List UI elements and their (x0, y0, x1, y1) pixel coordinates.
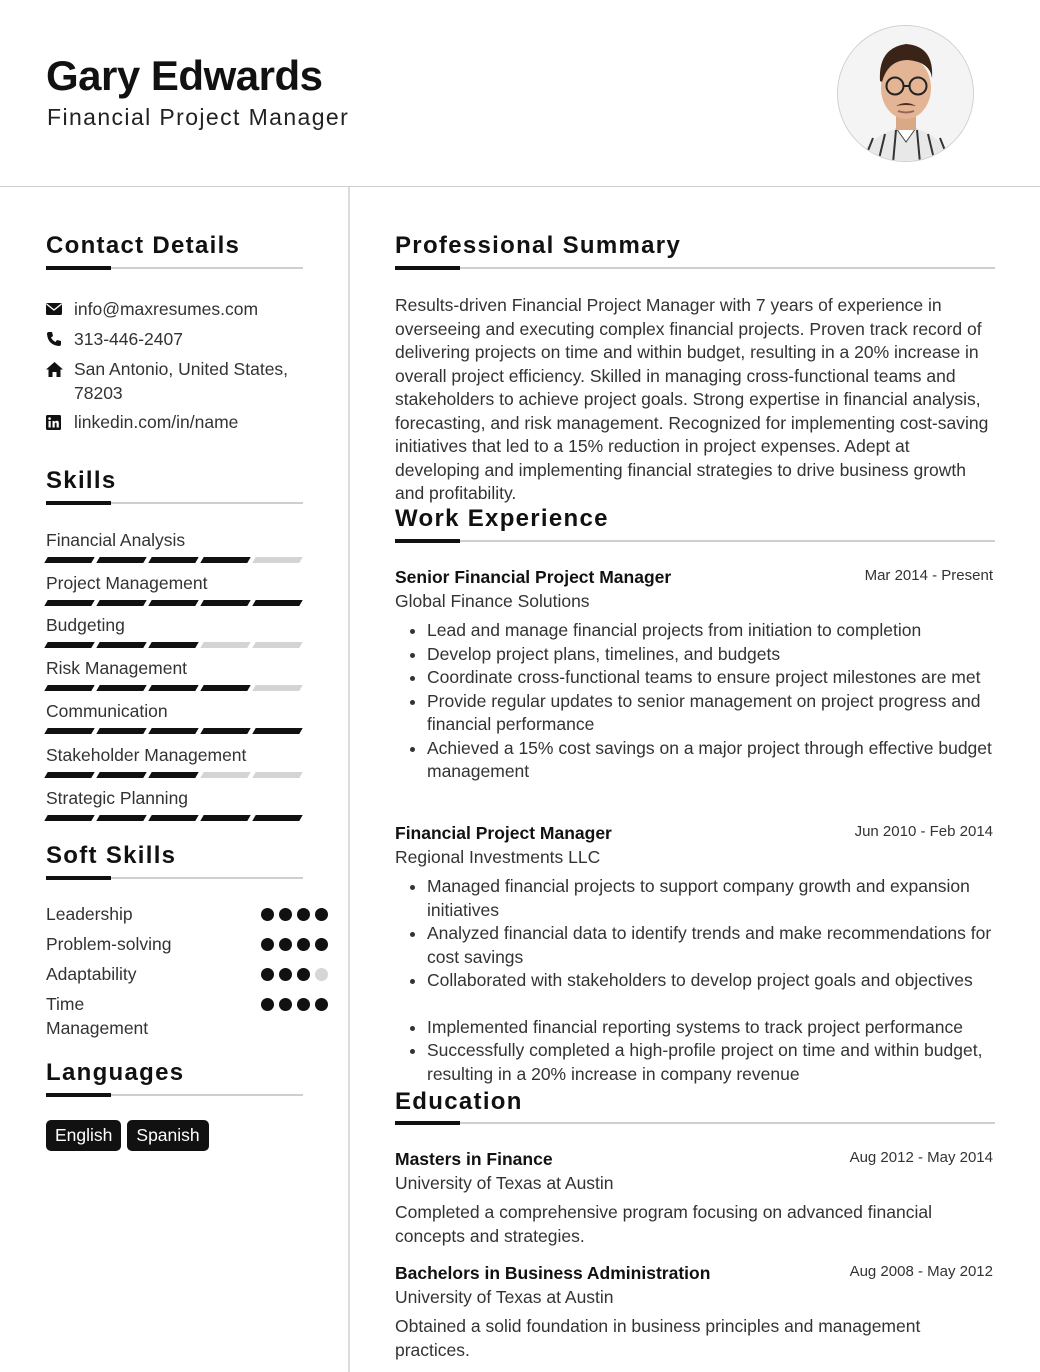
skill-level-segment (252, 728, 302, 734)
contact-rule (46, 267, 303, 269)
phone-icon (46, 327, 74, 351)
candidate-name: Gary Edwards (46, 52, 323, 99)
soft-skill-rating (261, 938, 328, 951)
job-dates: Mar 2014 - Present (864, 567, 993, 584)
rating-dot (297, 998, 310, 1011)
job-company: Regional Investments LLC (395, 847, 601, 867)
skill-item (46, 529, 302, 563)
profile-photo (837, 25, 974, 162)
job-dates: Jun 2010 - Feb 2014 (854, 823, 993, 840)
skill-level-segment (200, 772, 250, 778)
job-bullet: • Achieved a 15% cost savings on a major project through effective budget management (427, 737, 995, 784)
skill-level-segment (200, 685, 250, 691)
skills-heading: Skills (46, 467, 117, 494)
soft-skill-rating (261, 998, 328, 1011)
job-bullet: • Implemented financial reporting systems to track project performance (427, 1016, 995, 1040)
rating-dot (315, 938, 328, 951)
skill-item (46, 787, 302, 821)
skill-level-segment (148, 728, 198, 734)
job-bullets (395, 619, 995, 784)
envelope-icon (46, 297, 74, 321)
job-bullet: • Provide regular updates to senior management on project progress and financial performance (427, 690, 995, 737)
skill-level-segment (44, 685, 94, 691)
skill-level-bar (46, 685, 302, 691)
job-bullet: • Lead and manage financial projects from initiation to completion (427, 619, 995, 643)
education-entry (395, 1148, 995, 1248)
skill-label: Stakeholder Management (46, 745, 247, 765)
job-entry (395, 822, 995, 1086)
skill-level-segment (148, 772, 198, 778)
skill-level-segment (252, 815, 302, 821)
job-bullet: • Collaborated with stakeholders to develop project goals and objectives (427, 969, 995, 993)
soft-skill-label: Adaptability (46, 964, 137, 984)
skill-level-bar (46, 557, 302, 563)
skill-label: Budgeting (46, 615, 125, 635)
job-role: Financial Project Manager (395, 823, 612, 843)
skill-level-segment (200, 642, 250, 648)
education-school: University of Texas at Austin (395, 1173, 614, 1193)
job-bullet: • Develop project plans, timelines, and budgets (427, 643, 995, 667)
contact-phone-text: 313-446-2407 (74, 329, 183, 349)
soft-skill-label: Leadership (46, 904, 133, 924)
skill-level-segment (96, 815, 146, 821)
job-bullet: • Analyzed financial data to identify trends and make recommendations for cost savings (427, 922, 995, 969)
skill-label: Risk Management (46, 658, 188, 678)
contact-email[interactable] (46, 297, 304, 321)
rating-dot (261, 908, 274, 921)
languages-list (46, 1120, 209, 1151)
skill-level-segment (148, 685, 198, 691)
skill-level-segment (96, 600, 146, 606)
skill-label: Project Management (46, 573, 208, 593)
skill-item (46, 744, 302, 778)
rating-dot (261, 968, 274, 981)
summary-text: Results-driven Financial Project Manager with 7 years of experience in overseeing and executing complex financial projects. Proven track record of delivering projects on time and within budget, resulting in a 20% increase in overall project efficiency. Skilled in managing cross-functional teams and stakeholders to achieve project goals. Strong expertise in financial analysis, forecasting, and risk management. Recognized for implementing cost-saving initiatives that led to a 15% reduction in project expenses. Adept at developing and implementing financial strategies to drive business growth and profitability. (395, 295, 989, 503)
contact-linkedin-text: linkedin.com/in/name (74, 412, 239, 432)
education-dates: Aug 2012 - May 2014 (849, 1149, 993, 1166)
soft-skill-rating (261, 908, 328, 921)
education-degree: Masters in Finance (395, 1149, 553, 1169)
skill-level-segment (148, 557, 198, 563)
skill-level-segment (96, 557, 146, 563)
skill-level-segment (200, 600, 250, 606)
skill-level-segment (44, 815, 94, 821)
rating-dot (315, 998, 328, 1011)
contact-phone[interactable] (46, 327, 304, 351)
resume-header (0, 0, 1040, 187)
skill-level-segment (96, 685, 146, 691)
skill-item (46, 657, 302, 691)
rating-dot (315, 968, 328, 981)
skill-level-segment (44, 557, 94, 563)
skill-level-segment (148, 815, 198, 821)
contact-address (46, 357, 304, 405)
skill-label: Strategic Planning (46, 788, 189, 808)
skill-level-bar (46, 642, 302, 648)
contact-email-text: info@maxresumes.com (74, 299, 259, 319)
education-heading: Education (395, 1088, 523, 1115)
summary-rule (395, 267, 995, 269)
language-tag: English (46, 1120, 121, 1151)
skill-level-segment (148, 600, 198, 606)
skill-level-segment (200, 728, 250, 734)
skill-level-segment (252, 685, 302, 691)
rating-dot (297, 938, 310, 951)
job-entry (395, 566, 995, 784)
soft-skills-heading: Soft Skills (46, 842, 177, 869)
language-tag: Spanish (127, 1120, 208, 1151)
education-rule (395, 1122, 995, 1124)
skill-level-segment (44, 600, 94, 606)
rating-dot (297, 968, 310, 981)
candidate-title: Financial Project Manager (47, 104, 350, 130)
skill-level-segment (96, 642, 146, 648)
education-degree: Bachelors in Business Administration (395, 1263, 711, 1283)
education-description: Completed a comprehensive program focusing on advanced financial concepts and strategies. (395, 1202, 932, 1246)
job-bullet: • Coordinate cross-functional teams to ensure project milestones are met (427, 666, 995, 690)
rating-dot (279, 938, 292, 951)
contact-heading: Contact Details (46, 232, 241, 259)
skill-item (46, 614, 302, 648)
skill-item (46, 572, 302, 606)
job-bullets (395, 875, 995, 1086)
skill-level-bar (46, 815, 302, 821)
soft-skills-rule (46, 877, 303, 879)
skill-level-segment (96, 728, 146, 734)
skill-level-segment (252, 772, 302, 778)
soft-skill-rating (261, 968, 328, 981)
job-bullet: • Successfully completed a high-profile project on time and within budget, resulting in a 20% increase in company revenue (427, 1039, 995, 1086)
skill-label: Financial Analysis (46, 530, 186, 550)
skill-level-bar (46, 728, 302, 734)
soft-skill-label: Time Management (46, 994, 149, 1038)
skill-level-segment (252, 557, 302, 563)
contact-address-text: San Antonio, United States, 78203 (74, 359, 289, 403)
languages-rule (46, 1094, 303, 1096)
rating-dot (315, 908, 328, 921)
summary-heading: Professional Summary (395, 232, 682, 259)
column-divider (348, 187, 350, 1372)
education-entry (395, 1262, 995, 1362)
experience-heading: Work Experience (395, 505, 609, 532)
skill-level-segment (44, 642, 94, 648)
education-school: University of Texas at Austin (395, 1287, 614, 1307)
soft-skill-label: Problem-solving (46, 934, 172, 954)
skill-level-segment (44, 772, 94, 778)
linkedin-icon (46, 410, 74, 434)
skills-rule (46, 502, 303, 504)
skill-level-segment (96, 772, 146, 778)
rating-dot (261, 998, 274, 1011)
skill-level-segment (252, 600, 302, 606)
rating-dot (279, 968, 292, 981)
skill-label: Communication (46, 701, 168, 721)
job-role: Senior Financial Project Manager (395, 567, 672, 587)
home-icon (46, 357, 74, 381)
rating-dot (261, 938, 274, 951)
job-bullet: • Managed financial projects to support company growth and expansion initiatives (427, 875, 995, 922)
skill-item (46, 700, 302, 734)
skill-level-segment (252, 642, 302, 648)
experience-rule (395, 540, 995, 542)
skill-level-segment (200, 815, 250, 821)
skill-level-bar (46, 772, 302, 778)
job-company: Global Finance Solutions (395, 591, 590, 611)
contact-linkedin[interactable] (46, 410, 304, 434)
skill-level-bar (46, 600, 302, 606)
rating-dot (297, 908, 310, 921)
languages-heading: Languages (46, 1059, 185, 1086)
education-dates: Aug 2008 - May 2012 (849, 1263, 993, 1280)
rating-dot (279, 908, 292, 921)
rating-dot (279, 998, 292, 1011)
skill-level-segment (44, 728, 94, 734)
skill-level-segment (200, 557, 250, 563)
skill-level-segment (148, 642, 198, 648)
education-description: Obtained a solid foundation in business principles and management practices. (395, 1316, 921, 1360)
